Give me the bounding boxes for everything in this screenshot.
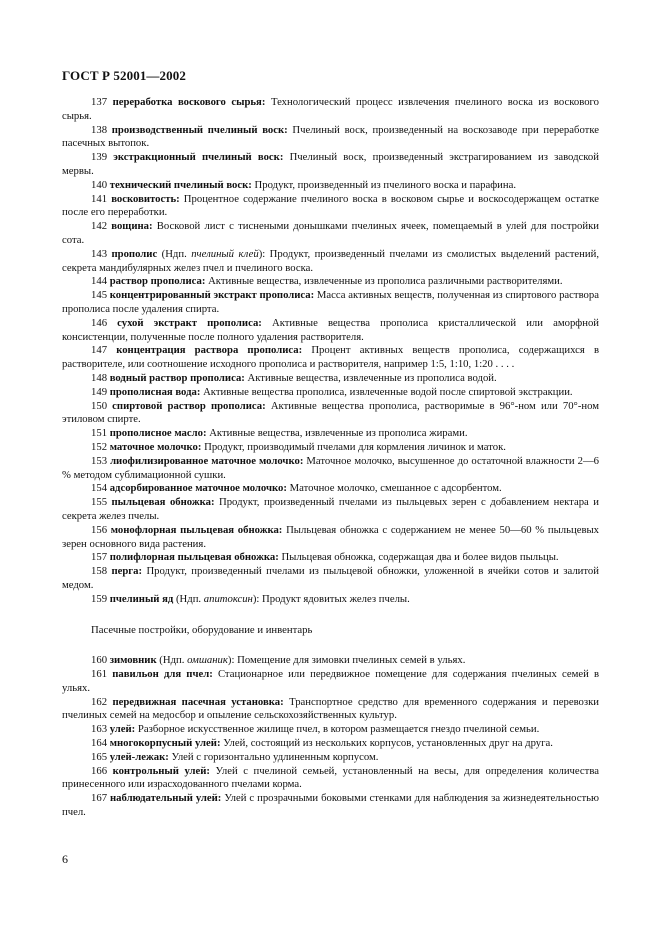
term-entry [62,765,599,793]
term-entry [62,124,599,152]
entry-term: многокорпусный улей: [109,737,221,750]
entry-definition: Транспортное средство для временного содержания и перевозки пчелиных семей на медосбор и опыление сельскохозяйственных культур. [62,695,600,722]
term-entry [62,551,599,565]
entry-number: 138 [91,123,108,136]
entry-note-prefix: (Ндп. [157,247,192,260]
entry-number: 161 [91,668,108,681]
entry-definition: Активные вещества прополиса кристаллической или аморфной консистенции, полученные после полного удаления растворителя. [62,316,600,343]
term-entry [62,151,599,179]
entry-note-prefix: (Ндп. [173,592,204,605]
entry-definition: Восковой лист с тиснеными донышками пчелиных ячеек, помещаемый в улей для постройки сота. [62,220,600,246]
entry-definition: Стационарное или передвижное помещение для содержания пчелиных семей в ульях. [62,668,600,694]
entry-definition: Активные вещества прополиса, извлеченные водой после спиртовой экстракции. [200,385,573,398]
entry-definition: Разборное искусственное жилище пчел, в котором размещается гнездо пчелиной семьи. [135,723,540,736]
entry-number: 154 [91,482,108,495]
entry-definition: Маточное молочко, высушенное до остаточной влажности 2—6 % методом сублимационной сушки. [62,454,600,481]
entry-term: переработка воскового сырья: [112,96,266,108]
entry-number: 137 [91,96,108,108]
entry-definition: Улей с горизонтально удлиненным корпусом. [168,750,379,763]
entry-number: 159 [91,592,108,605]
entry-number: 162 [91,695,108,708]
document-header: ГОСТ Р 52001—2002 [62,68,186,83]
entry-definition: Улей с пчелиной семьей, установленный на весы, для определения количества принесенного или израсходованного пчелами корма. [62,764,599,791]
entry-number: 149 [91,385,108,398]
entry-note-suffix: ) [227,654,232,667]
entry-number: 146 [91,316,108,329]
entry-definition: Активные вещества прополиса, растворимые в 96°-ном или 70°-ном этиловом спирте. [62,399,599,426]
entry-term: перга: [111,565,143,578]
entry-term: улей-лежак: [109,750,169,763]
term-entry [62,441,599,455]
entries-group-equipment [62,654,599,820]
entry-definition: Продукт, произведенный пчелами из пыльцевых зерен с добавлением нектара и секрета желез пчелы. [62,496,599,522]
entry-number: 141 [91,192,108,205]
entry-term: передвижная пасечная установка: [112,695,284,708]
entry-number: 157 [91,551,108,564]
entry-term: спиртовой раствор прополиса: [112,399,266,412]
entry-term: наблюдательный улей: [109,792,222,805]
entry-definition: Масса активных веществ, полученная из спиртового раствора прополиса после удаления спирта. [62,289,599,315]
entry-number: 167 [91,792,108,805]
entry-definition: Активные вещества, извлеченные из прополиса жирами. [206,427,468,440]
entry-definition: : Помещение для зимовки пчелиных семей в ульях. [231,654,466,667]
entry-definition: Процентное содержание пчелиного воска в восковом сырье и воскосодержащем остатке после его переработки. [62,192,599,219]
entry-number: 160 [91,654,108,667]
term-entry [62,565,599,593]
entry-term: пыльцевая обножка: [111,496,215,509]
entry-definition: Продукт, произведенный пчелами из пыльцевой обножки, уложенной в ячейки сотов и залитой медом. [62,565,599,591]
entry-definition: Активные вещества, извлеченные из прополиса различными растворителями. [205,275,563,288]
entry-term: контрольный улей: [112,764,210,777]
entries-group-products [62,96,599,606]
entry-term: монофлорная пыльцевая обножка: [110,523,283,536]
term-entry [62,751,599,765]
term-entry [62,668,599,696]
entry-number: 163 [91,723,108,736]
term-entry [62,289,599,317]
entry-definition: Улей с прозрачными боковыми стенками для наблюдения за жизнедеятельностью пчел. [62,792,599,819]
term-entry [62,372,599,386]
entry-term: павильон для пчел: [112,668,213,681]
entry-number: 145 [91,289,108,302]
term-entry [62,193,599,221]
entry-term: маточное молочко: [109,440,202,453]
entry-term: концентрация раствора прополиса: [116,344,303,357]
entry-number: 148 [91,371,108,384]
entry-number: 156 [91,523,108,536]
entry-note-prefix: (Ндп. [156,654,188,667]
entry-definition: Продукт, произведенный из пчелиного воска и парафина. [251,178,516,191]
entry-number: 139 [91,151,108,164]
entry-term: сухой экстракт прополиса: [117,316,262,329]
entry-deprecated-term: апитоксин [203,592,253,605]
entry-term: прополисная вода: [109,385,201,398]
term-entry [62,593,599,607]
entry-term: технический пчелиный воск: [109,178,252,191]
term-entry [62,317,599,345]
entry-term: пчелиный яд [109,592,174,605]
entry-number: 166 [91,764,108,777]
section-title: Пасечные постройки, оборудование и инвентарь [91,624,313,637]
entry-term: концентрированный экстракт прополиса: [109,289,315,302]
term-entry [62,248,599,276]
entry-number: 142 [91,220,108,233]
entry-number: 140 [91,178,108,191]
entry-number: 158 [91,565,108,578]
entry-number: 150 [91,399,108,412]
entry-number: 164 [91,737,108,750]
entry-definition: Улей, состоящий из нескольких корпусов, установленных друг на друга. [220,737,553,750]
term-entry [62,723,599,737]
entry-number: 151 [91,427,108,440]
term-entry [62,275,599,289]
entry-term: экстракционный пчелиный воск: [113,151,284,164]
entry-term: восковитость: [111,192,180,205]
term-entry [62,96,599,124]
term-entry [62,654,599,668]
entry-number: 144 [91,275,108,288]
entry-number: 165 [91,750,108,763]
entry-deprecated-term: пчелиный клей [191,247,259,260]
term-entry [62,427,599,441]
entry-note-suffix: ) [252,592,257,605]
term-entry [62,386,599,400]
entry-definition: Пчелиный воск, произведенный на воскозаводе при переработке пасечных вытопок. [62,123,599,150]
term-entry [62,696,599,724]
term-entry [62,400,599,428]
entry-number: 153 [91,454,108,467]
entry-term: водный раствор прополиса: [109,371,245,384]
entry-deprecated-term: омшаник [187,654,228,667]
entry-term: улей: [109,723,136,736]
entry-term: адсорбированное маточное молочко: [109,482,287,495]
entry-term: зимовник [109,654,157,667]
entry-definition: Маточное молочко, смешанное с адсорбентом. [286,482,502,495]
entry-definition: Пыльцевая обножка с содержанием не менее 50—60 % пыльцевых зерен основного вида растения. [62,523,600,550]
term-entry [62,737,599,751]
entry-term: лиофилизированное маточное молочко: [110,454,304,467]
entry-term: раствор прополиса: [109,275,206,288]
entry-definition: Активные вещества, извлеченные из прополиса водой. [244,371,497,384]
entry-note-suffix: ) [258,247,263,260]
term-entry [62,220,599,248]
entry-term: прополис [111,247,158,260]
entry-definition: Процент активных веществ прополиса, содержащихся в растворителе, или соотношение исходного прополиса и растворителя, например 1:5, 1:10, 1:20 . . . . [62,344,599,371]
entry-definition: : Продукт ядовитых желез пчелы. [256,592,410,605]
entry-number: 147 [91,344,108,357]
term-entry [62,524,599,552]
entry-definition: Пчелиный воск, произведенный экстрагированием из заводской мервы. [62,151,599,177]
entry-number: 152 [91,440,108,453]
page-number: 6 [62,852,68,866]
term-entry [62,455,599,483]
entry-number: 155 [91,496,108,509]
term-entry [62,179,599,193]
entry-term: полифлорная пыльцевая обножка: [109,551,279,564]
term-entry [62,344,599,372]
document-body [62,96,599,820]
entry-term: производственный пчелиный воск: [111,123,288,136]
term-entry [62,792,599,820]
entry-definition: Продукт, производимый пчелами для кормления личинок и маток. [201,440,506,453]
entry-term: прополисное масло: [109,427,207,440]
entry-term: вощина: [111,220,153,233]
entry-definition: Пыльцевая обножка, содержащая два и более видов пыльцы. [278,551,559,564]
entry-definition: Технологический процесс извлечения пчелиного воска из воскового сырья. [62,96,600,122]
term-entry [62,496,599,524]
entry-definition: : Продукт, произведенный пчелами из смолистых выделений растений, секрета мандибулярных желез пчел и пчелиного воска. [62,247,600,274]
entry-number: 143 [91,247,108,260]
term-entry [62,482,599,496]
